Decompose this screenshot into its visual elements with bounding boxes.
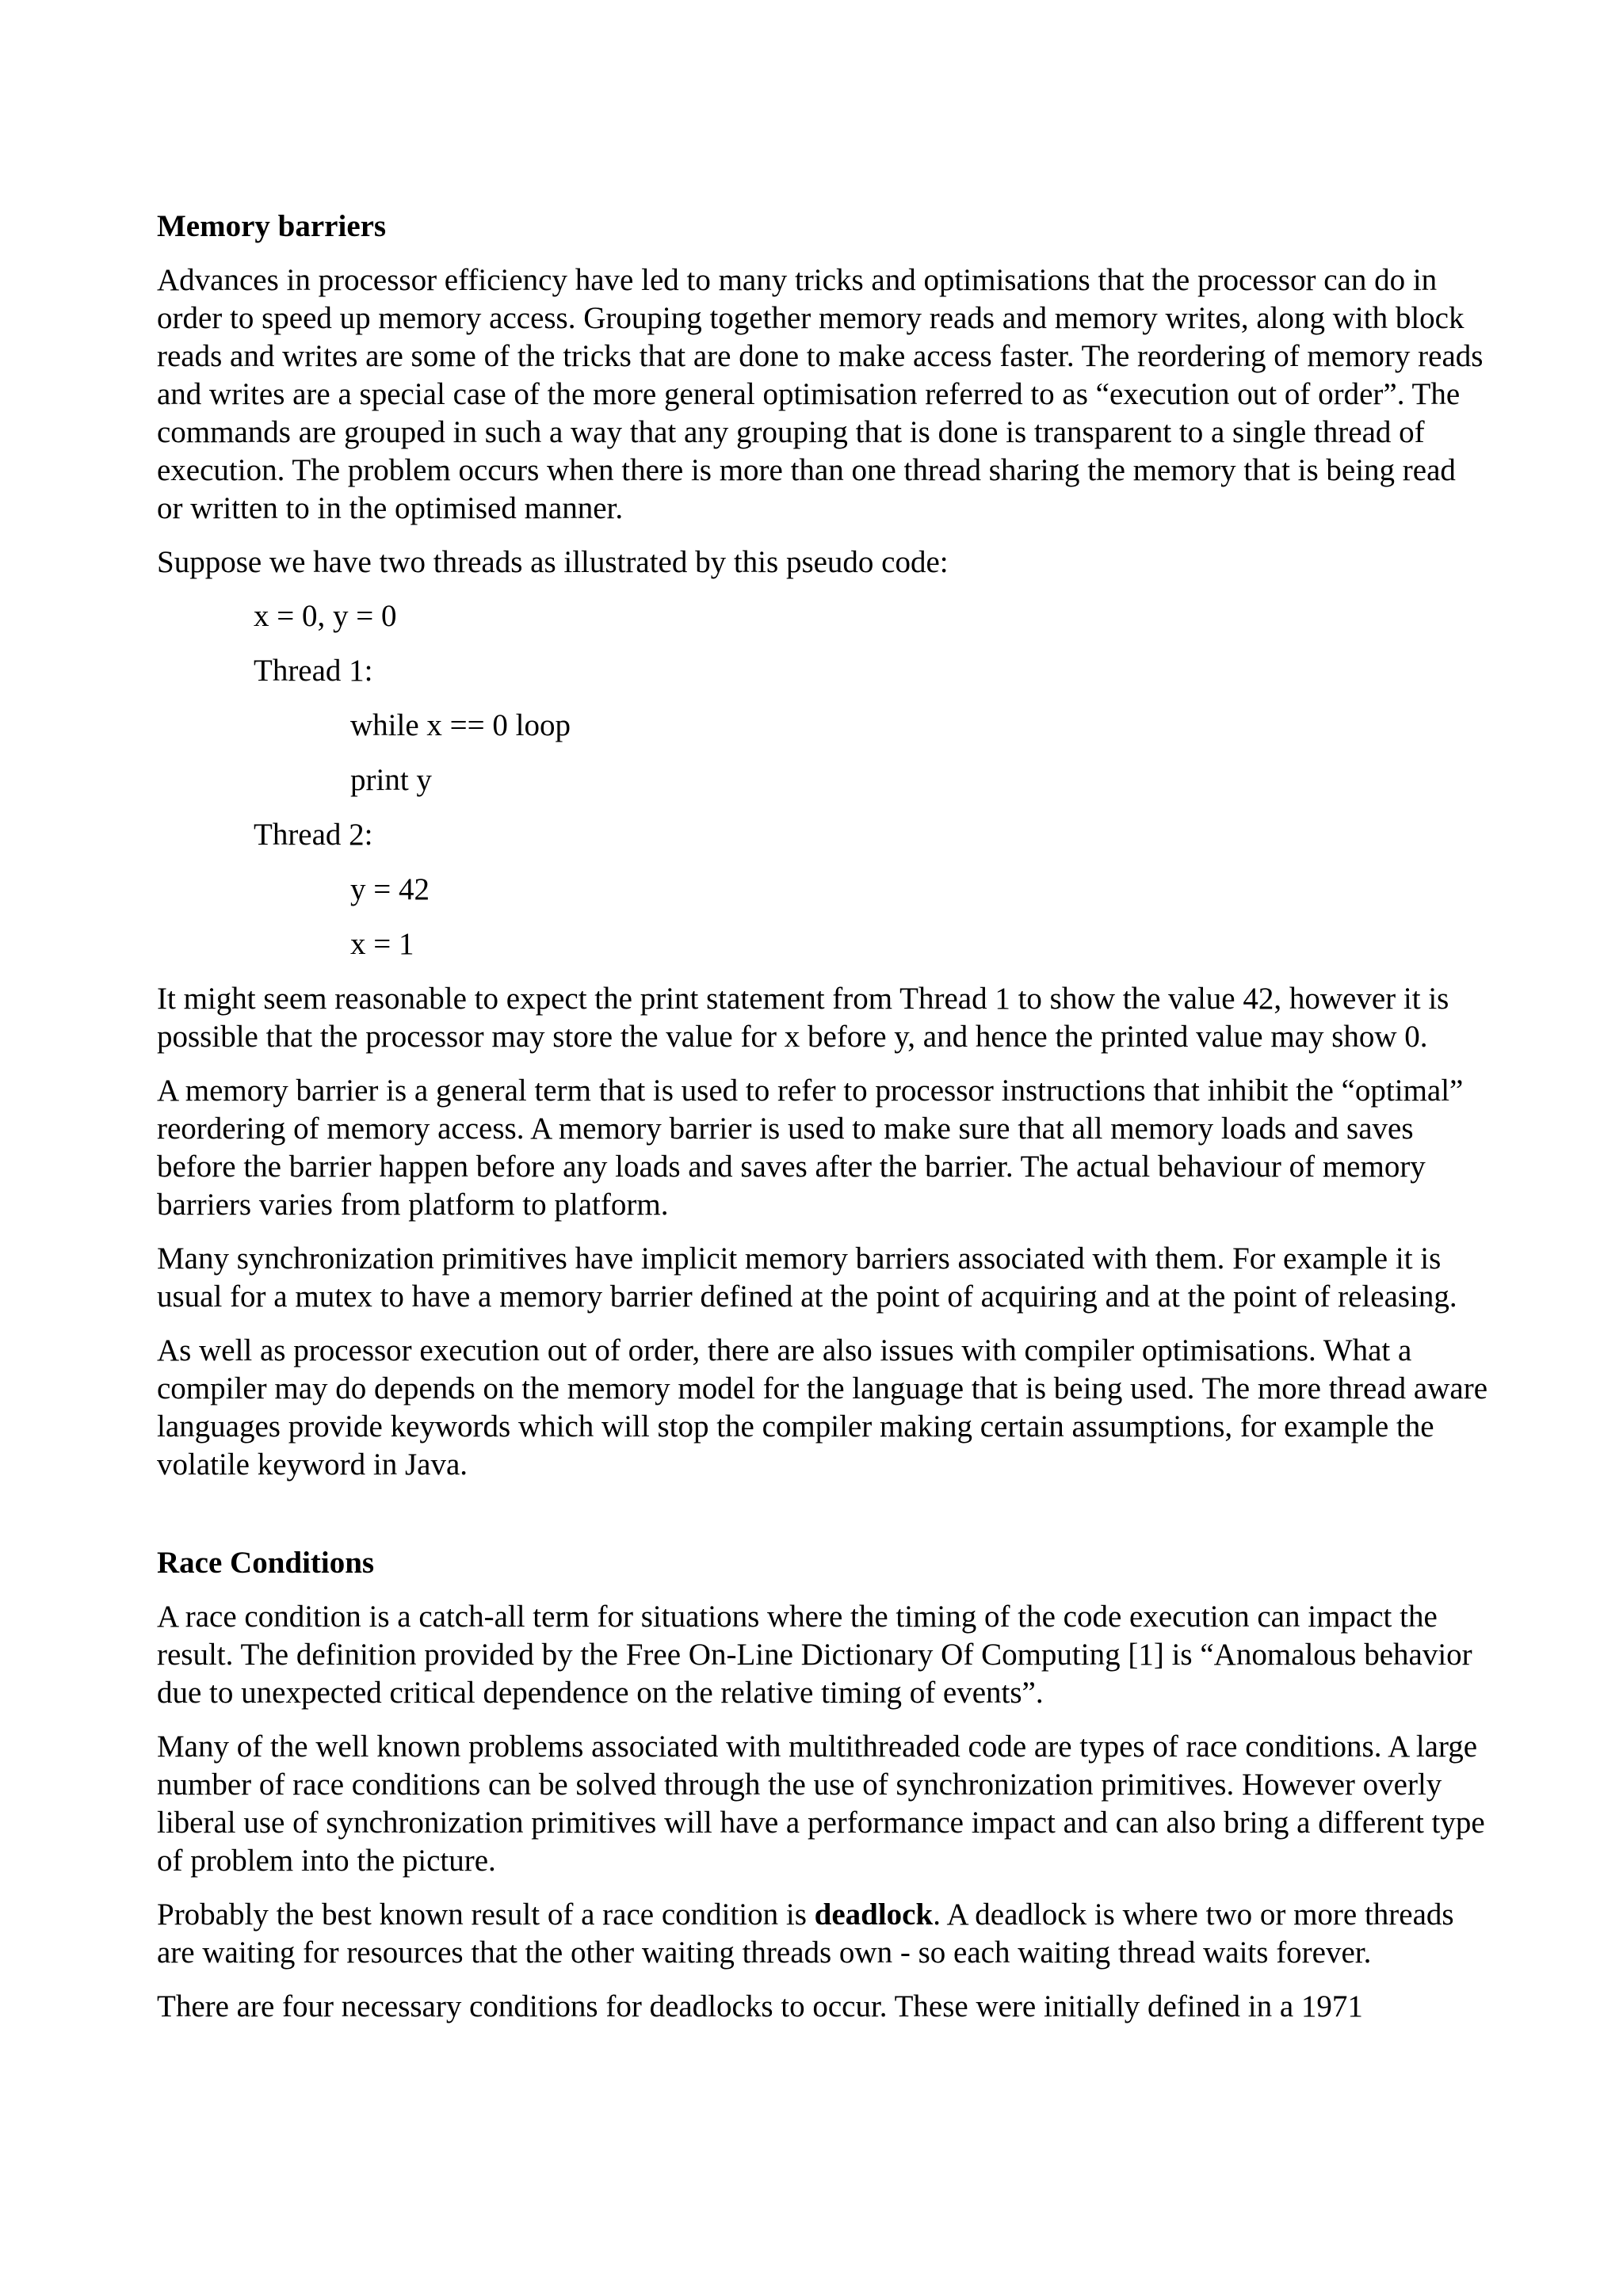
paragraph: Many synchronization primitives have implicit memory barriers associated with them. For example it is usual for a mutex to have a memory barrier defined at the point of acquiring and at the point of releasing. — [157, 1241, 1457, 1314]
document-page — [157, 208, 1488, 2042]
section-heading-race-conditions: Race Conditions — [157, 1546, 375, 1580]
code-line: Thread 1: — [254, 654, 373, 688]
paragraph: It might seem reasonable to expect the print statement from Thread 1 to show the value 42, however it is possible that the processor may store the value for x before y, and hence the printed value may show 0. — [157, 982, 1449, 1054]
code-line: Thread 2: — [254, 818, 373, 852]
paragraph: A race condition is a catch-all term for situations where the timing of the code execution can impact the result. The definition provided by the Free On-Line Dictionary Of Computing [1] is “Anomalous behavior due to unexpected critical dependence on the relative timing of events”. — [157, 1600, 1472, 1710]
code-line: print y — [350, 763, 432, 797]
section-spacer — [157, 1500, 1488, 1544]
paragraph: A memory barrier is a general term that is used to refer to processor instructions that inhibit the “optimal” reordering of memory access. A memory barrier is used to make sure that all memory loads and saves before the barrier happen before any loads and saves after the barrier. The actual behaviour of memory barriers varies from platform to platform. — [157, 1074, 1464, 1222]
paragraph: There are four necessary conditions for deadlocks to occur. These were initially defined in a 1971 — [157, 1989, 1363, 2023]
paragraph-text: Probably the best known result of a race condition is — [157, 1897, 815, 1932]
paragraph-text: . A deadlock is where two or more threads are waiting for resources that the other waiting threads own - so each waiting thread waits forever. — [157, 1897, 1454, 1970]
paragraph: Advances in processor efficiency have led to many tricks and optimisations that the processor can do in order to speed up memory access. Grouping together memory reads and memory writes, along with block reads and writes are some of the tricks that are done to make access faster. The reordering of memory reads and writes are a special case of the more general optimisation referred to as “execution out of order”. The commands are grouped in such a way that any grouping that is done is transparent to a single thread of execution. The problem occurs when there is more than one thread sharing the memory that is being read or written to in the optimised manner. — [157, 263, 1484, 525]
paragraph: Many of the well known problems associated with multithreaded code are types of race conditions. A large number of race conditions can be solved through the use of synchronization primitives. However overly liberal use of synchronization primitives will have a performance impact and can also bring a different type of problem into the picture. — [157, 1730, 1485, 1878]
paragraph-deadlock — [157, 1896, 1488, 1972]
code-line: y = 42 — [350, 872, 430, 906]
section-heading-memory-barriers: Memory barriers — [157, 209, 387, 243]
code-line: while x == 0 loop — [350, 708, 571, 742]
paragraph: Suppose we have two threads as illustrated by this pseudo code: — [157, 545, 949, 579]
pseudo-code-block — [157, 597, 1488, 963]
paragraph: As well as processor execution out of order, there are also issues with compiler optimisations. What a compiler may do depends on the memory model for the language that is being used. The more thread aware languages provide keywords which will stop the compiler making certain assumptions, for example the volatile keyword in Java. — [157, 1333, 1487, 1482]
code-line: x = 1 — [350, 927, 414, 961]
bold-term-deadlock: deadlock — [814, 1897, 934, 1932]
code-line: x = 0, y = 0 — [254, 599, 397, 633]
